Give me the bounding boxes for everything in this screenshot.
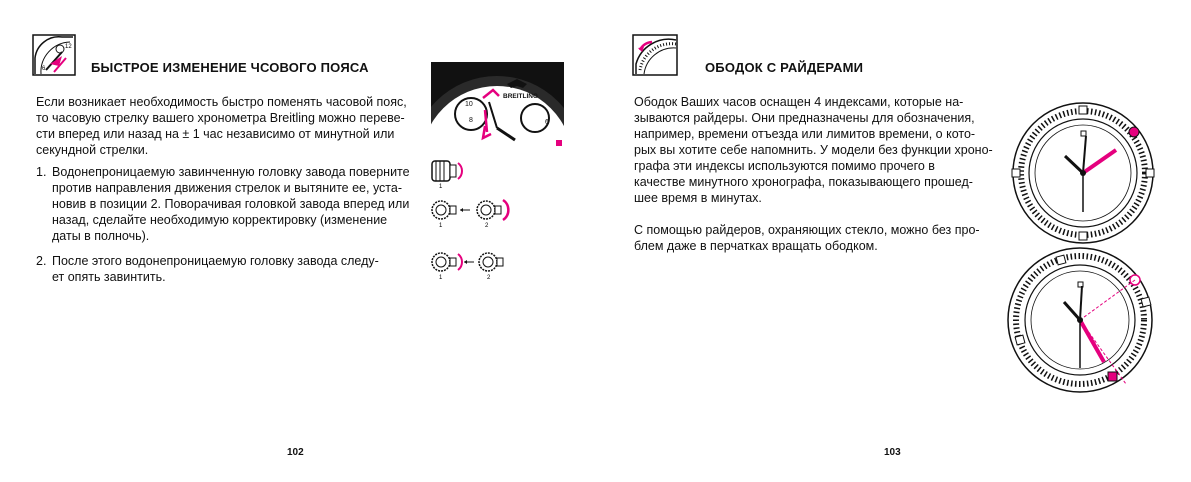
dial-number: 8: [469, 117, 473, 124]
step-line: ет опять завинтить.: [52, 270, 166, 284]
step-line: После этого водонепроницаемую головку завода следу-: [52, 254, 379, 268]
paragraph-line: рых вы хотите себе напомнить. У модели без функции хроно-: [634, 143, 993, 157]
position-label: 2: [485, 223, 489, 228]
crown-pull-set-diagram: [430, 196, 510, 228]
position-label: 2: [487, 275, 491, 280]
page-number: 103: [884, 447, 901, 458]
dial-number: 6: [545, 119, 549, 126]
step-line: даты в полночь).: [52, 229, 150, 243]
bezel-paragraph-2: [634, 222, 996, 254]
watch-brand: BREITLING: [503, 93, 539, 100]
position-label: 1: [439, 184, 443, 189]
svg-text:12: 12: [65, 44, 72, 50]
section-heading: БЫСТРОЕ ИЗМЕНЕНИЕ ЧСОВОГО ПОЯСА: [91, 60, 369, 75]
step-line: назад, сделайте необходимую корректировку (изменение: [52, 213, 388, 227]
dial-number: 10: [465, 101, 473, 108]
position-label: 1: [439, 223, 443, 228]
paragraph-line: С помощью райдеров, охраняющих стекло, можно без про-: [634, 223, 980, 237]
position-label: 1: [439, 275, 443, 280]
paragraph-line: качестве минутного хронографа, показывающего прошед-: [634, 175, 973, 189]
intro-line: Если возникает необходимость быстро поменять часовой пояс,: [36, 95, 407, 109]
intro-paragraph: [36, 94, 420, 158]
intro-line: сти вперед или назад на ± 1 час независимо от минутной или: [36, 127, 395, 141]
page-number: 102: [287, 447, 304, 458]
paragraph-line: шее время в минутах.: [634, 191, 762, 205]
step-line: против направления движения стрелок и вытяните ее, уста-: [52, 181, 402, 195]
paragraph-line: зываются райдеры. Они предназначены для обозначения,: [634, 111, 975, 125]
watch-closeup-illustration: [431, 62, 564, 150]
bezel-icon: [632, 34, 678, 76]
step-line: новив в позиции 2. Поворачивая головкой завода вперед или: [52, 197, 410, 211]
paragraph-line: блем даже в перчатках вращать ободком.: [634, 239, 878, 253]
bezel-watch-diagram-2: [1000, 244, 1160, 396]
bezel-paragraph-1: [634, 94, 996, 206]
intro-line: секундной стрелки.: [36, 143, 149, 157]
svg-text:6: 6: [42, 66, 46, 72]
step-number: 1.: [36, 165, 47, 179]
paragraph-line: Ободок Ваших часов оснащен 4 индексами, которые на-: [634, 95, 964, 109]
step-1: [36, 164, 420, 244]
paragraph-line: например, времени отъезда или лимитов времени, о кото-: [634, 127, 976, 141]
timezone-icon: [32, 34, 76, 76]
section-heading: ОБОДОК С РАЙДЕРАМИ: [705, 60, 864, 75]
step-2: [36, 253, 420, 285]
paragraph-line: графа эти индексы используются помимо прочего в: [634, 159, 935, 173]
bezel-watch-diagram-1: [1008, 100, 1158, 246]
step-line: Водонепроницаемую завинченную головку завода поверните: [52, 165, 410, 179]
intro-line: то часовую стрелку вашего хронометра Breitling можно переве-: [36, 111, 405, 125]
step-number: 2.: [36, 254, 47, 268]
crown-unscrew-diagram: [430, 157, 466, 189]
crown-screw-in-diagram: [430, 248, 510, 280]
